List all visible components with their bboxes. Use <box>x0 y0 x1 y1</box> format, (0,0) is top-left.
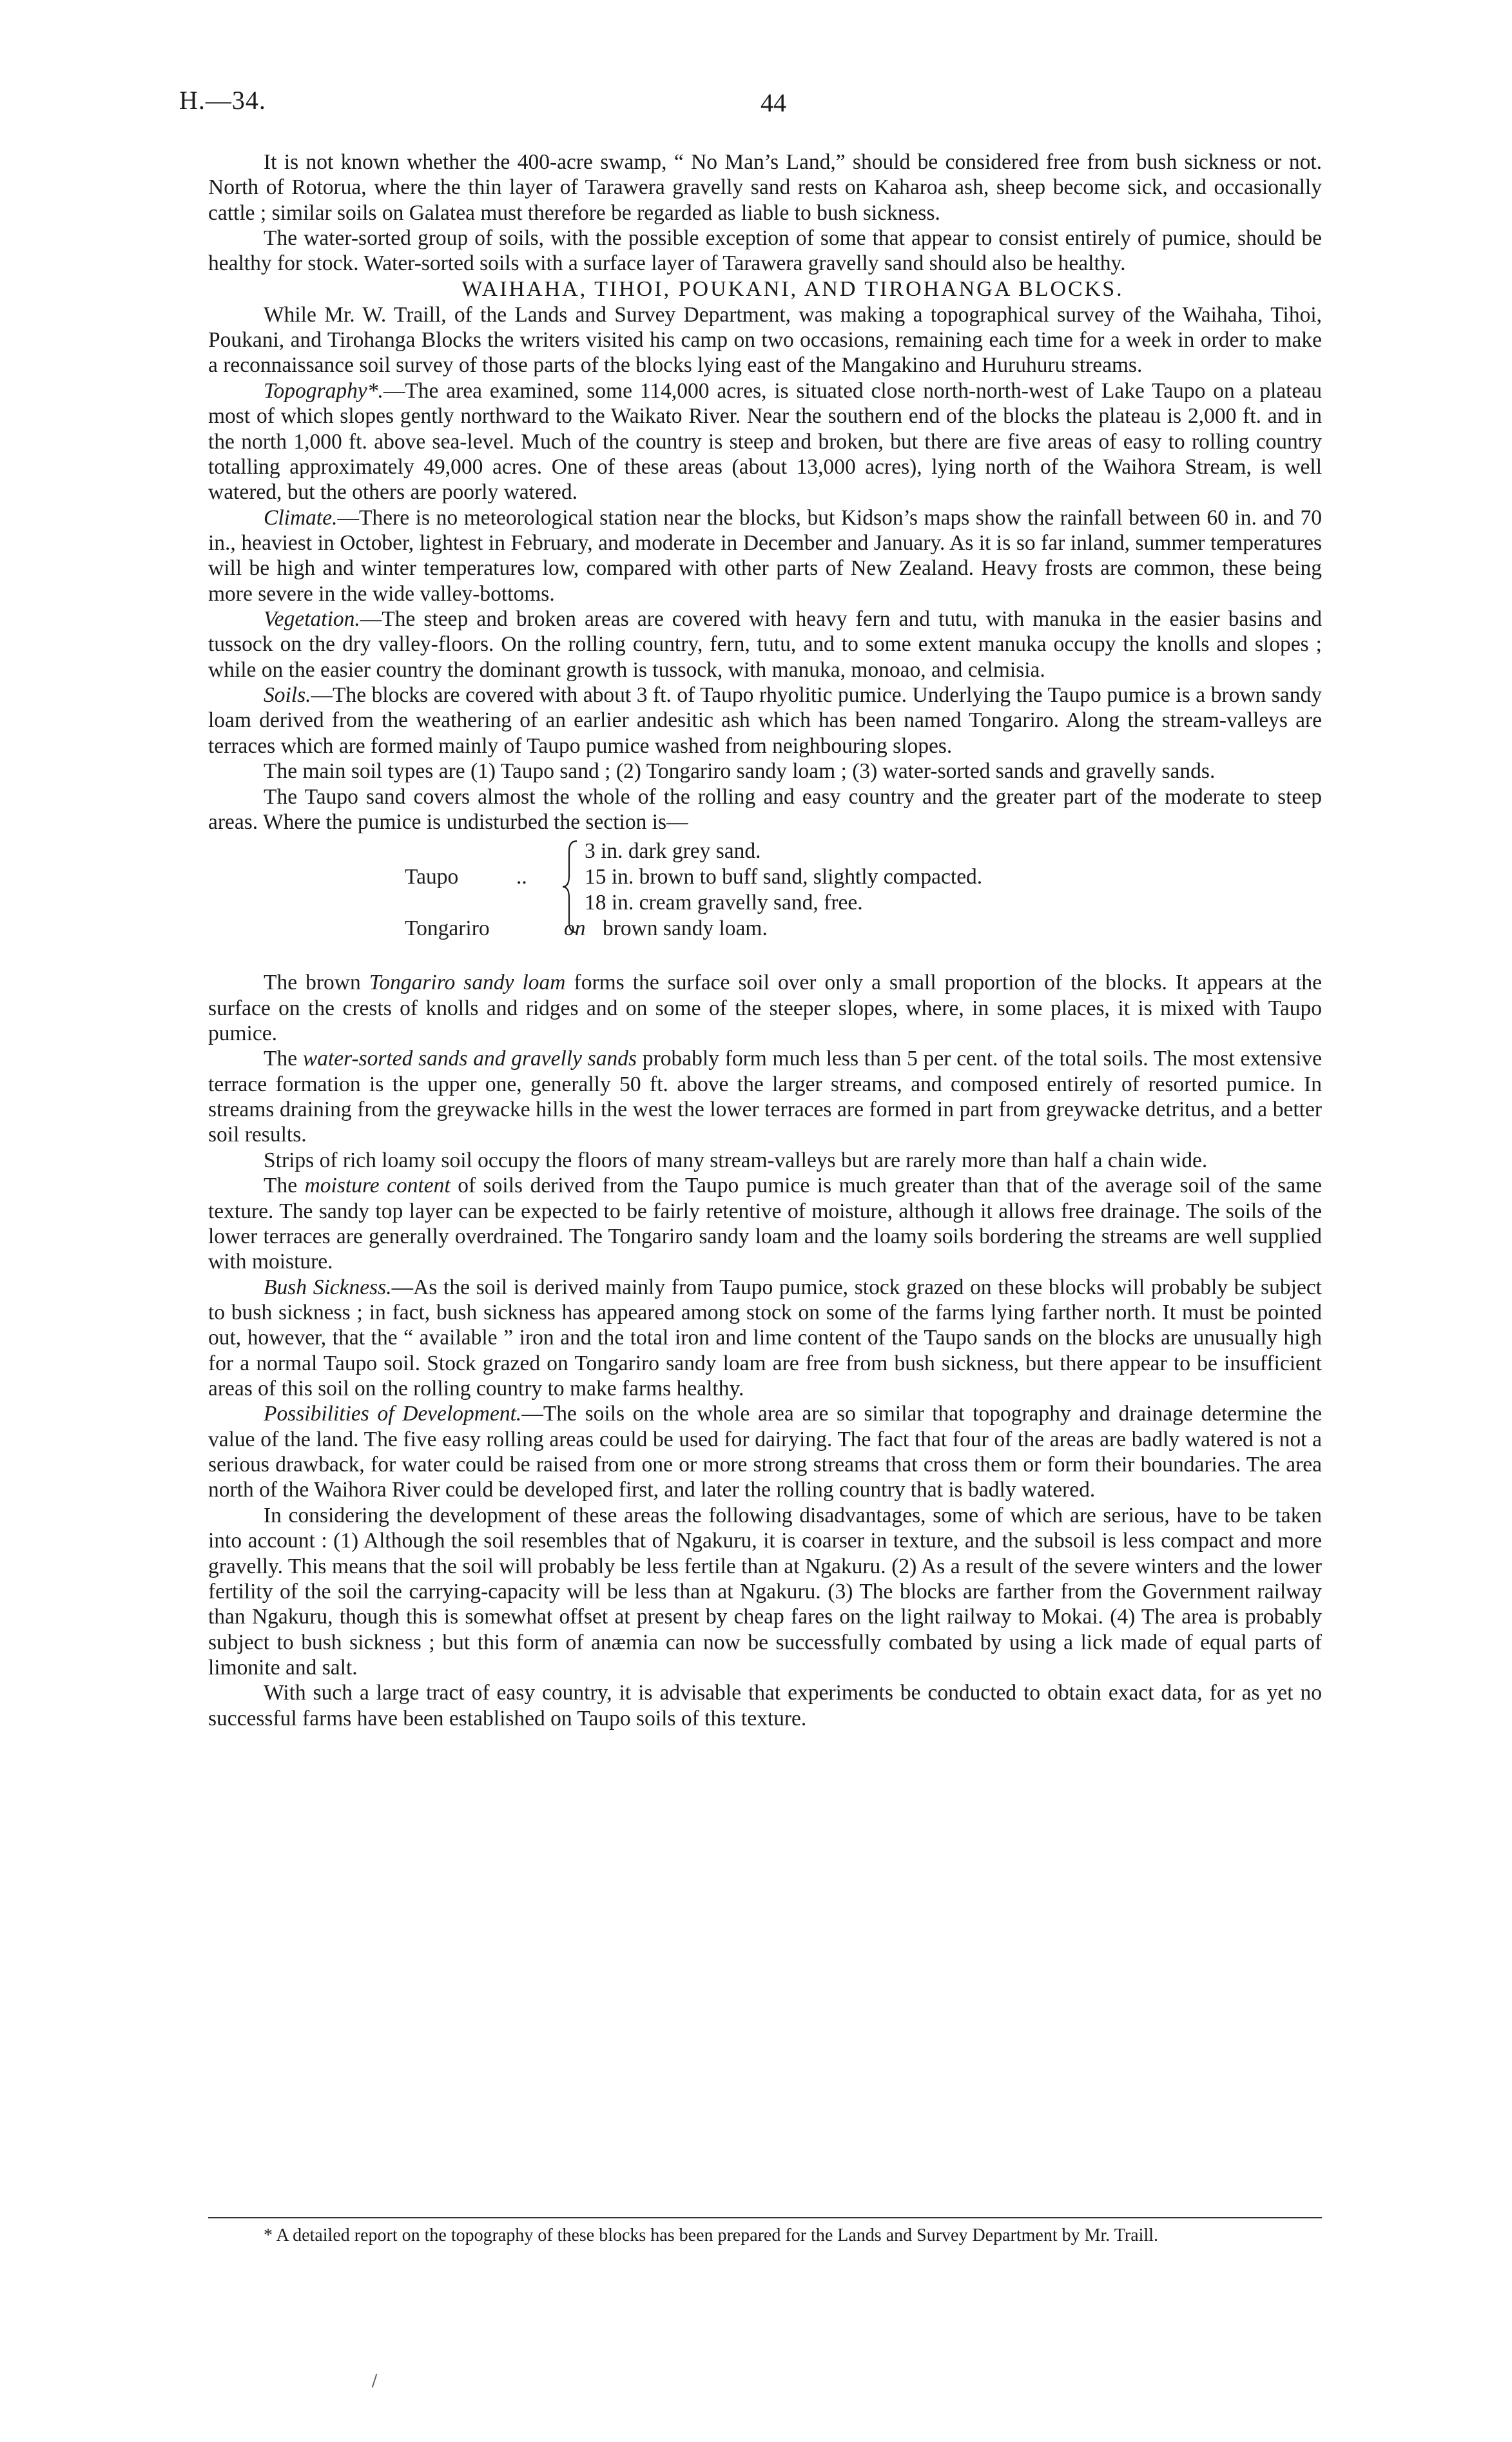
footnote-text: * A detailed report on the topography of these blocks has been prepared for the Lands and Survey Department by Mr. Traill. <box>264 2225 1158 2245</box>
paragraph-conclusion: With such a large tract of easy country, it is advisable that experiments be conducted to obtain exact data, for as yet no successful farms have been established on Taupo soils of this texture. <box>208 1681 1322 1730</box>
paragraph-main-soil-types: The main soil types are (1) Taupo sand ; (2) Tongariro sandy loam ; (3) water-sorted sands and gravelly sands. <box>264 759 1216 784</box>
footnote-divider <box>208 2217 1322 2218</box>
scan-mark <box>372 2374 378 2388</box>
paragraph-bush-sickness <box>208 1275 1322 1402</box>
paragraph-water-sorted: The water-sorted group of soils, with the possible exception of some that appear to consist entirely of pumice, should be healthy for stock. Water-sorted soils with a surface layer of Tarawera gravelly sand should also be healthy. <box>208 226 1322 276</box>
paragraph-water-sorted-sands <box>208 1046 1322 1147</box>
paragraph-topography <box>208 378 1322 505</box>
vegetation-text: —The steep and broken areas are covered with heavy fern and tutu, with manuka in the easier basins and tussock on the dry valley-floors. On the rolling country, fern, tutu, and to some extent manuka occupy the knolls and slopes ; while on the easier country the dominant growth is tussock, with manuka, monoao, and celmisia. <box>208 607 1322 682</box>
moisture-text-a: The <box>264 1174 305 1198</box>
ws-text-b: probably form much less than 5 per cent. of the total soils. The most extensive terrace formation is the upper one, generally 50 ft. above the larger streams, and composed entirely of resorted pumice. In streams draining from the greywacke hills in the west the lower terraces are formed in part from greywacke detritus, and a better soil results. <box>208 1047 1322 1147</box>
taupo-label: Taupo <box>405 865 459 889</box>
topography-label: Topography*. <box>264 378 383 403</box>
possibilities-text: —The soils on the whole area are so similar that topography and drainage determine the value of the land. The five easy rolling areas could be used for dairying. The fact that four of the areas are badly watered is not a serious drawback, for water could be raised from one or more strong streams that cross them or form their boundaries. The area north of the Waihora River could be developed first, and later the rolling country that is badly watered. <box>208 1402 1322 1502</box>
moisture-text-b: of soils derived from the Taupo pumice is much greater than that of the average soil of the same texture. The sandy top layer can be expected to be fairly retentive of moisture, although it allows free drainage. The soils of the lower terraces are generally overdrained. The Tongariro sandy loam and the loamy soils bordering the streams are well supplied with moisture. <box>208 1174 1323 1274</box>
paragraph-considerations: In considering the development of these areas the following disadvantages, some of which are serious, have to be taken into account : (1) Although the soil resembles that of Ngakuru, it is coarser in texture, and the subsoil is less compact and more gravelly. This means that the soil will probably be less fertile than at Ngakuru. (2) As a result of the severe winters and the lower fertility of the soil the carrying-capacity will be less than at Ngakuru. (3) The blocks are farther from the Government railway than Ngakuru, though this is somewhat offset at present by cheap fares on the light railway to Mokai. (4) The area is probably subject to bush sickness ; but this form of anæmia can now be successfully combated by using a lick made of equal parts of limonite and salt. <box>208 1503 1322 1680</box>
document-reference: H.—34. <box>179 86 266 115</box>
paragraph-tongariro <box>208 970 1322 1046</box>
paragraph-intro: While Mr. W. Traill, of the Lands and Survey Department, was making a topographical survey of the Waihaha, Tihoi, Poukani, and Tirohanga Blocks the writers visited his camp on two occasions, remaining each time for a week in order to make a reconnaissance soil survey of those parts of the blocks lying east of the Mangakino and Huruhuru streams. <box>208 302 1322 378</box>
layer-2: 15 in. brown to buff sand, slightly compacted. <box>585 865 983 889</box>
tongariro-text-a: The brown <box>264 971 369 995</box>
document-body <box>208 150 1322 1731</box>
paragraph-no-mans-land: It is not known whether the 400-acre swamp, “ No Man’s Land,” should be considered free from bush sickness or not. North of Rotorua, where the thin layer of Tarawera gravelly sand rests on Kaharoa ash, sheep become sick, and occasionally cattle ; similar soils on Galatea must therefore be regarded as liable to bush sickness. <box>208 150 1322 225</box>
paragraph-soils <box>208 683 1322 759</box>
tongariro-label: Tongariro <box>405 916 490 941</box>
ws-emphasis: water-sorted sands and gravelly sands <box>302 1047 637 1071</box>
vegetation-label: Vegetation. <box>264 607 360 632</box>
climate-label: Climate. <box>264 505 338 530</box>
paragraph-climate <box>208 505 1322 606</box>
paragraph-taupo-sand: The Taupo sand covers almost the whole of the rolling and easy country and the greater part of the moderate to steep areas. Where the pumice is undisturbed the section is— <box>208 784 1322 834</box>
on-word: on <box>564 916 586 941</box>
tongariro-layer: brown sandy loam. <box>603 916 768 941</box>
layer-1: 3 in. dark grey sand. <box>585 839 761 864</box>
tongariro-emphasis: Tongariro sandy loam <box>369 971 566 995</box>
climate-text: —There is no meteorological station near the blocks, but Kidson’s maps show the rainfall between 60 in. and 70 in., heaviest in October, lightest in February, and moderate in December and January. As it is so far inland, summer temperatures will be high and winter temperatures low, compared with other parts of New Zealand. Heavy frosts are common, these being more severe in the wide valley-bottoms. <box>208 505 1322 606</box>
bush-sickness-label: Bush Sickness. <box>264 1275 392 1299</box>
soil-section-table <box>208 838 1322 967</box>
soils-text: —The blocks are covered with about 3 ft. of Taupo rhyolitic pumice. Underlying the Taupo pumice is a brown sandy loam derived from the weathering of an earlier andesitic ash which has been named Tongariro. Along the stream-valleys are terraces which are formed mainly of Taupo pumice washed from neighbouring slopes. <box>208 683 1322 758</box>
leader-dots: .. <box>516 865 527 889</box>
layer-3: 18 in. cream gravelly sand, free. <box>585 891 863 915</box>
topography-text: —The area examined, some 114,000 acres, is situated close north-north-west of Lake Taupo on a plateau most of which slopes gently northward to the Waikato River. Near the southern end of the blocks the plateau is 2,000 ft. and in the north 1,000 ft. above sea-level. Much of the country is steep and broken, but there are five areas of easy to rolling country totalling approximately 49,000 acres. One of these areas (about 13,000 acres), lying north of the Waihora Stream, is well watered, but the others are poorly watered. <box>208 378 1322 505</box>
footnote <box>208 2225 1322 2247</box>
bush-sickness-text: —As the soil is derived mainly from Taupo pumice, stock grazed on these blocks will probably be subject to bush sickness ; in fact, bush sickness has appeared among stock on some of the farms lying farther north. It must be pointed out, however, that the “ available ” iron and the total iron and lime content of the Taupo sands on the blocks are unusually high for a normal Taupo soil. Stock grazed on Tongariro sandy loam are free from bush sickness, but there appear to be insufficient areas of this soil on the rolling country to make farms healthy. <box>208 1275 1322 1401</box>
soils-label: Soils. <box>264 683 311 708</box>
paragraph-moisture <box>208 1173 1322 1274</box>
section-heading: WAIHAHA, TIHOI, POUKANI, AND TIROHANGA BLOCKS. <box>461 276 1124 301</box>
page-number: 44 <box>761 88 786 117</box>
ws-text-a: The <box>264 1047 303 1071</box>
paragraph-vegetation <box>208 606 1322 683</box>
paragraph-possibilities <box>208 1401 1322 1502</box>
paragraph-strips: Strips of rich loamy soil occupy the floors of many stream-valleys but are rarely more than half a chain wide. <box>264 1148 1208 1172</box>
tongariro-text-b: forms the surface soil over only a small proportion of the blocks. It appears at the surface on the crests of knolls and ridges and on some of the steeper slopes, where, in some places, it is mixed with Taupo pumice. <box>208 971 1322 1045</box>
possibilities-label: Possibilities of Development. <box>264 1402 522 1426</box>
moisture-emphasis: moisture content <box>304 1174 451 1198</box>
